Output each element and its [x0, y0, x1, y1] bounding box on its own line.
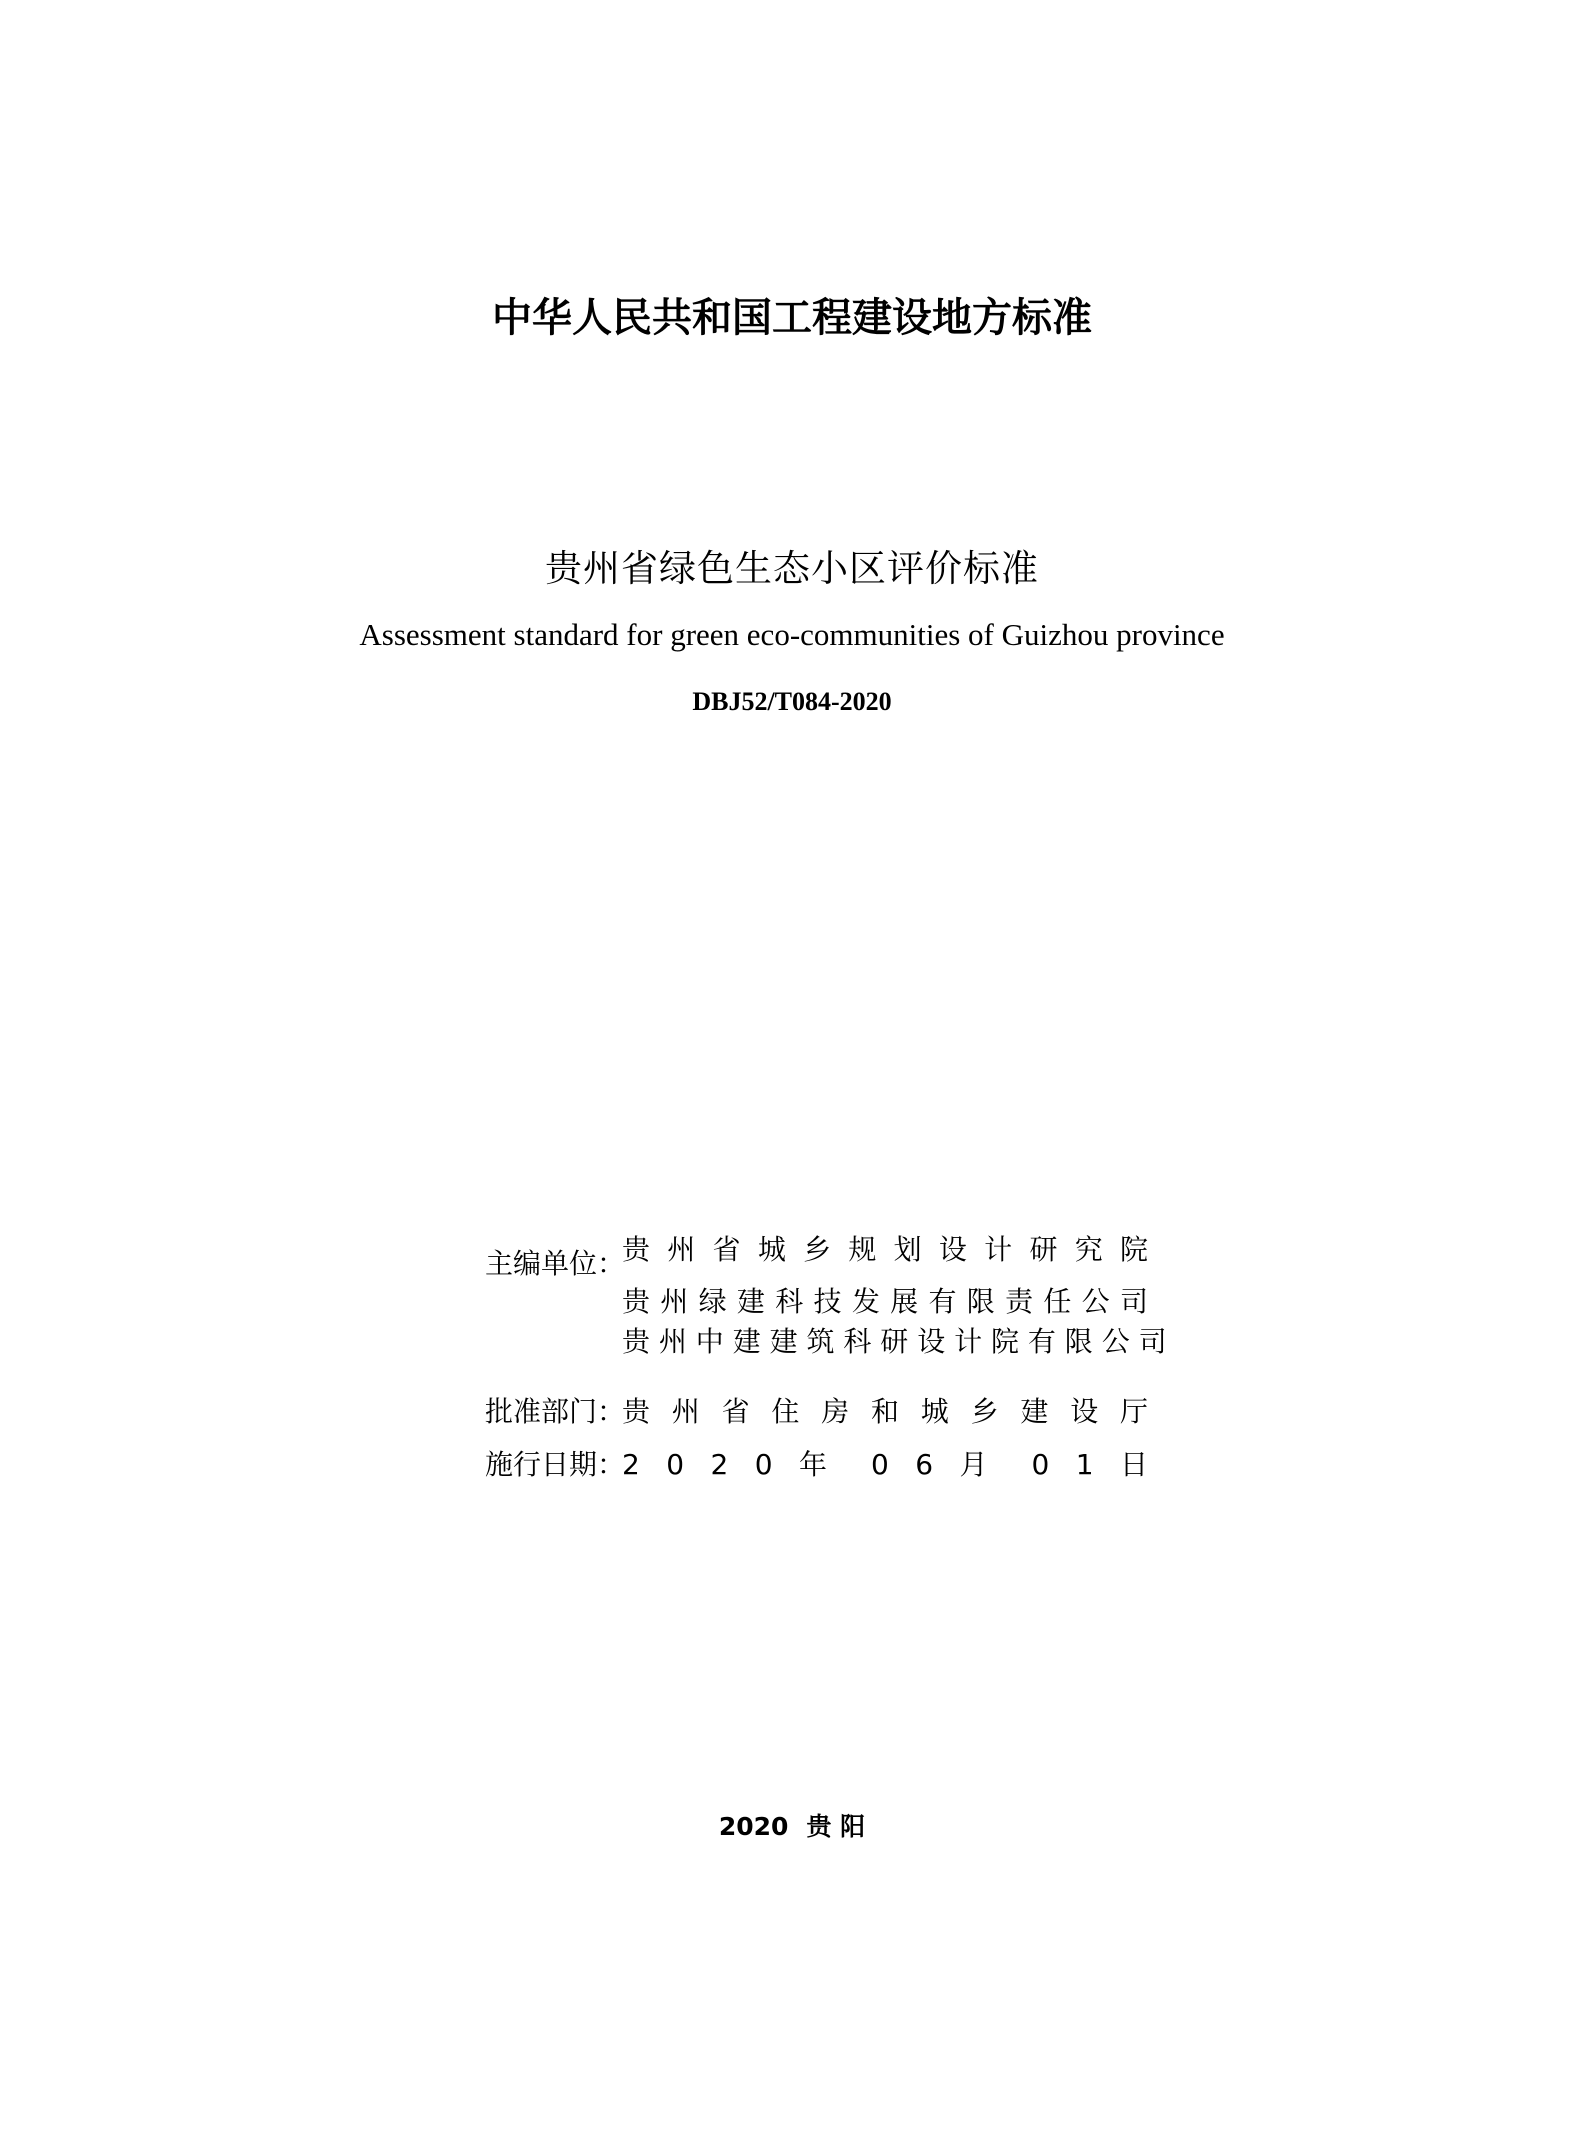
standard-category-title: 中华人民共和国工程建设地方标准 [492, 295, 1092, 341]
editors-label: 主编单位： [485, 1247, 626, 1280]
editor-row-2 [622, 1280, 1148, 1320]
standard-code: DBJ52/T084-2020 [692, 687, 892, 716]
publication-place: 贵 阳 [806, 1812, 866, 1841]
standard-title-chinese: 贵州省绿色生态小区评价标准 [545, 547, 1039, 590]
standard-title-english: Assessment standard for green eco-communities of Guizhou province [359, 617, 1225, 652]
editor-row-3 [622, 1325, 1167, 1374]
effective-date-label: 施行日期： [485, 1448, 626, 1481]
approval-value: 贵 州 省 住 房 和 城 乡 建 设 厅 [622, 1395, 1148, 1428]
publication-year: 2020 [718, 1812, 789, 1841]
effective-date-value: 2 0 2 0 年 0 6 月 0 1 日 [622, 1448, 1148, 1481]
editor-row-1 [485, 1233, 1148, 1280]
editor-unit-1: 贵 州 省 城 乡 规 划 设 计 研 究 院 [622, 1233, 1148, 1266]
publication-footer [0, 1807, 1584, 1843]
effective-date-row [485, 1443, 1148, 1483]
editor-unit-3: 贵 州 中 建 建 筑 科 研 设 计 院 有 限 公 司 [622, 1325, 1167, 1358]
editor-unit-2: 贵 州 绿 建 科 技 发 展 有 限 责 任 公 司 [622, 1285, 1148, 1318]
approval-row [485, 1390, 1148, 1430]
approval-label: 批准部门： [485, 1395, 626, 1428]
